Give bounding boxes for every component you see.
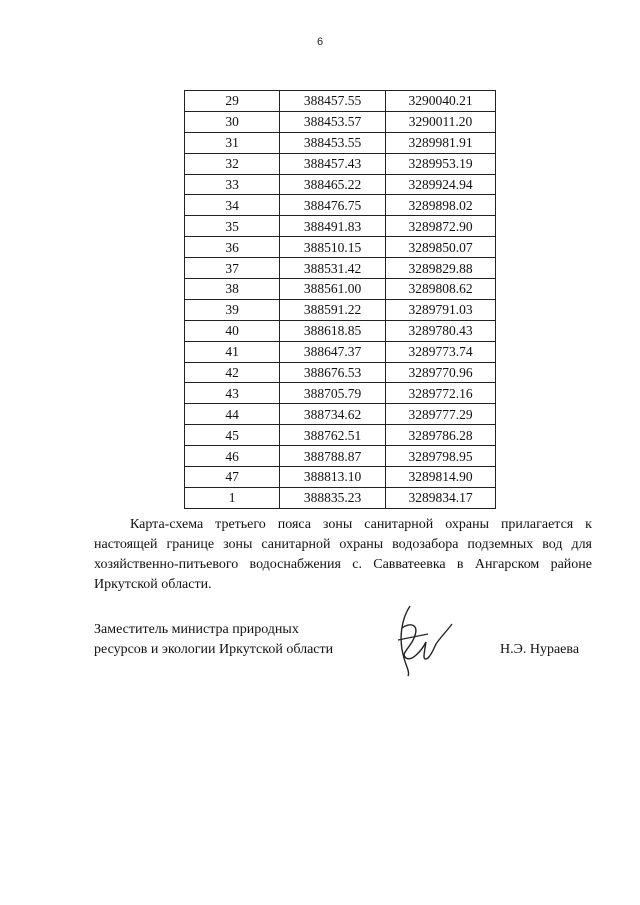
x-coordinate-cell: 388491.83 [280,216,386,237]
x-coordinate-cell: 388453.55 [280,132,386,153]
x-coordinate-cell: 388453.57 [280,111,386,132]
y-coordinate-cell: 3290011.20 [386,111,496,132]
y-coordinate-cell: 3289850.07 [386,237,496,258]
x-coordinate-cell: 388788.87 [280,446,386,467]
y-coordinate-cell: 3289872.90 [386,216,496,237]
x-coordinate-cell: 388618.85 [280,320,386,341]
point-number-cell: 45 [185,425,280,446]
y-coordinate-cell: 3289770.96 [386,362,496,383]
y-coordinate-cell: 3289786.28 [386,425,496,446]
x-coordinate-cell: 388457.43 [280,153,386,174]
table-row [185,383,496,404]
table-row [185,174,496,195]
point-number-cell: 43 [185,383,280,404]
point-number-cell: 36 [185,237,280,258]
table-row [185,341,496,362]
point-number-cell: 41 [185,341,280,362]
table-row [185,195,496,216]
point-number-cell: 29 [185,91,280,112]
table-row [185,237,496,258]
signer-name: Н.Э. Нураева [500,642,580,657]
y-coordinate-cell: 3289814.90 [386,467,496,488]
table-row [185,320,496,341]
table-row [185,132,496,153]
point-number-cell: 46 [185,446,280,467]
point-number-cell: 34 [185,195,280,216]
x-coordinate-cell: 388813.10 [280,467,386,488]
y-coordinate-cell: 3289773.74 [386,341,496,362]
x-coordinate-cell: 388705.79 [280,383,386,404]
table-row [185,111,496,132]
point-number-cell: 1 [185,487,280,508]
y-coordinate-cell: 3289829.88 [386,258,496,279]
x-coordinate-cell: 388510.15 [280,237,386,258]
point-number-cell: 32 [185,153,280,174]
x-coordinate-cell: 388591.22 [280,299,386,320]
point-number-cell: 47 [185,467,280,488]
table-row [185,91,496,112]
point-number-cell: 42 [185,362,280,383]
y-coordinate-cell: 3289953.19 [386,153,496,174]
x-coordinate-cell: 388561.00 [280,279,386,300]
y-coordinate-cell: 3289772.16 [386,383,496,404]
table-row [185,299,496,320]
point-number-cell: 44 [185,404,280,425]
x-coordinate-cell: 388762.51 [280,425,386,446]
handwritten-signature [380,598,460,678]
table-row [185,258,496,279]
table-row [185,446,496,467]
table-row [185,153,496,174]
y-coordinate-cell: 3289808.62 [386,279,496,300]
x-coordinate-cell: 388465.22 [280,174,386,195]
point-number-cell: 33 [185,174,280,195]
signer-title [94,620,394,660]
table-row [185,425,496,446]
x-coordinate-cell: 388647.37 [280,341,386,362]
point-number-cell: 40 [185,320,280,341]
point-number-cell: 31 [185,132,280,153]
y-coordinate-cell: 3289898.02 [386,195,496,216]
coordinates-table-body [185,91,496,509]
table-row [185,279,496,300]
table-row [185,404,496,425]
table-row [185,362,496,383]
signer-title-line-1: Заместитель министра природных [94,622,299,637]
table-row [185,216,496,237]
x-coordinate-cell: 388835.23 [280,487,386,508]
point-number-cell: 30 [185,111,280,132]
table-row [185,487,496,508]
y-coordinate-cell: 3289780.43 [386,320,496,341]
signer-title-line-2: ресурсов и экологии Иркутской области [94,642,334,657]
coordinates-table [184,90,496,509]
y-coordinate-cell: 3289834.17 [386,487,496,508]
map-scheme-paragraph: Карта-схема третьего пояса зоны санитарной охраны прилагается к настоящей границе зоны санитарной охраны водозабора подземных вод для хозяйственно-питьевого водоснабжения с. Савватеевка в Ангарском районе Иркутской области. [94,517,592,592]
x-coordinate-cell: 388531.42 [280,258,386,279]
point-number-cell: 39 [185,299,280,320]
y-coordinate-cell: 3289981.91 [386,132,496,153]
point-number-cell: 37 [185,258,280,279]
y-coordinate-cell: 3289798.95 [386,446,496,467]
page-number: 6 [316,36,324,48]
point-number-cell: 35 [185,216,280,237]
y-coordinate-cell: 3289777.29 [386,404,496,425]
x-coordinate-cell: 388476.75 [280,195,386,216]
x-coordinate-cell: 388457.55 [280,91,386,112]
y-coordinate-cell: 3289924.94 [386,174,496,195]
y-coordinate-cell: 3290040.21 [386,91,496,112]
x-coordinate-cell: 388676.53 [280,362,386,383]
table-row [185,467,496,488]
x-coordinate-cell: 388734.62 [280,404,386,425]
y-coordinate-cell: 3289791.03 [386,299,496,320]
point-number-cell: 38 [185,279,280,300]
